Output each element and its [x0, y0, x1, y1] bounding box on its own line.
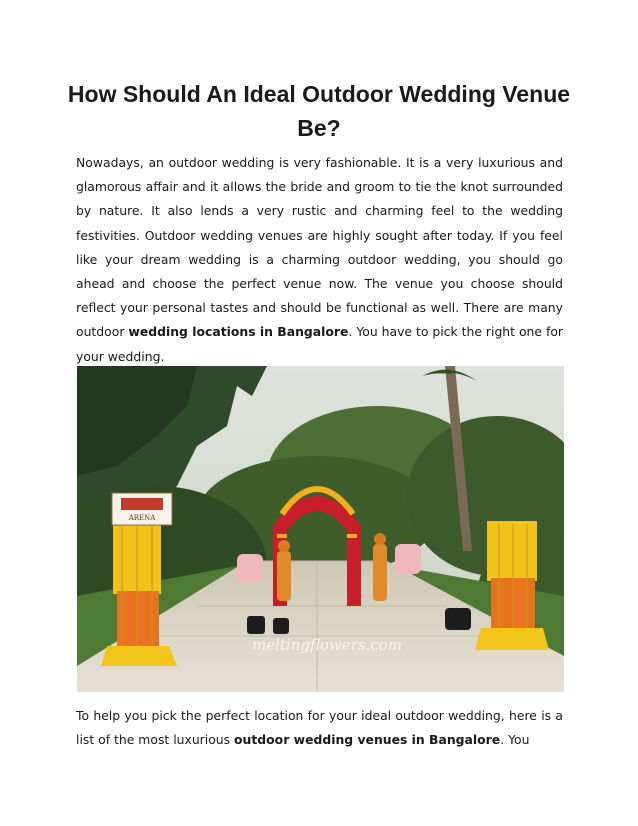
outdoor-venues-link[interactable]: outdoor wedding venues in Bangalore: [234, 732, 501, 748]
intro-text-2: . You have to pick the right one for your wedding.: [76, 324, 564, 364]
wedding-venue-photo: [77, 366, 564, 692]
followup-paragraph: [76, 704, 563, 752]
intro-paragraph: [76, 151, 563, 369]
venue-sign-text: ARENA: [128, 514, 156, 522]
wedding-locations-link[interactable]: wedding locations in Bangalore: [128, 324, 349, 340]
photo-watermark: meltingflowers.com: [251, 636, 403, 654]
followup-text-1: To help you pick the perfect location for your ideal outdoor wedding, here is a list of the most luxurious: [76, 708, 563, 748]
followup-text-2: . You: [500, 732, 530, 748]
page-title: How Should An Ideal Outdoor Wedding Venue Be?: [67, 81, 571, 141]
intro-text-1: Nowadays, an outdoor wedding is very fashionable. It is a very luxurious and glamorous affair and it allows the bride and groom to tie the knot surrounded by nature. It also lends a very rustic and charming feel to the wedding festivities. Outdoor wedding venues are highly sought after today. If you feel like your dream wedding is a charming outdoor wedding, you should go ahead and choose the perfect venue now. The venue you choose should reflect your personal tastes and should be functional as well. There are many outdoor: [76, 155, 563, 340]
